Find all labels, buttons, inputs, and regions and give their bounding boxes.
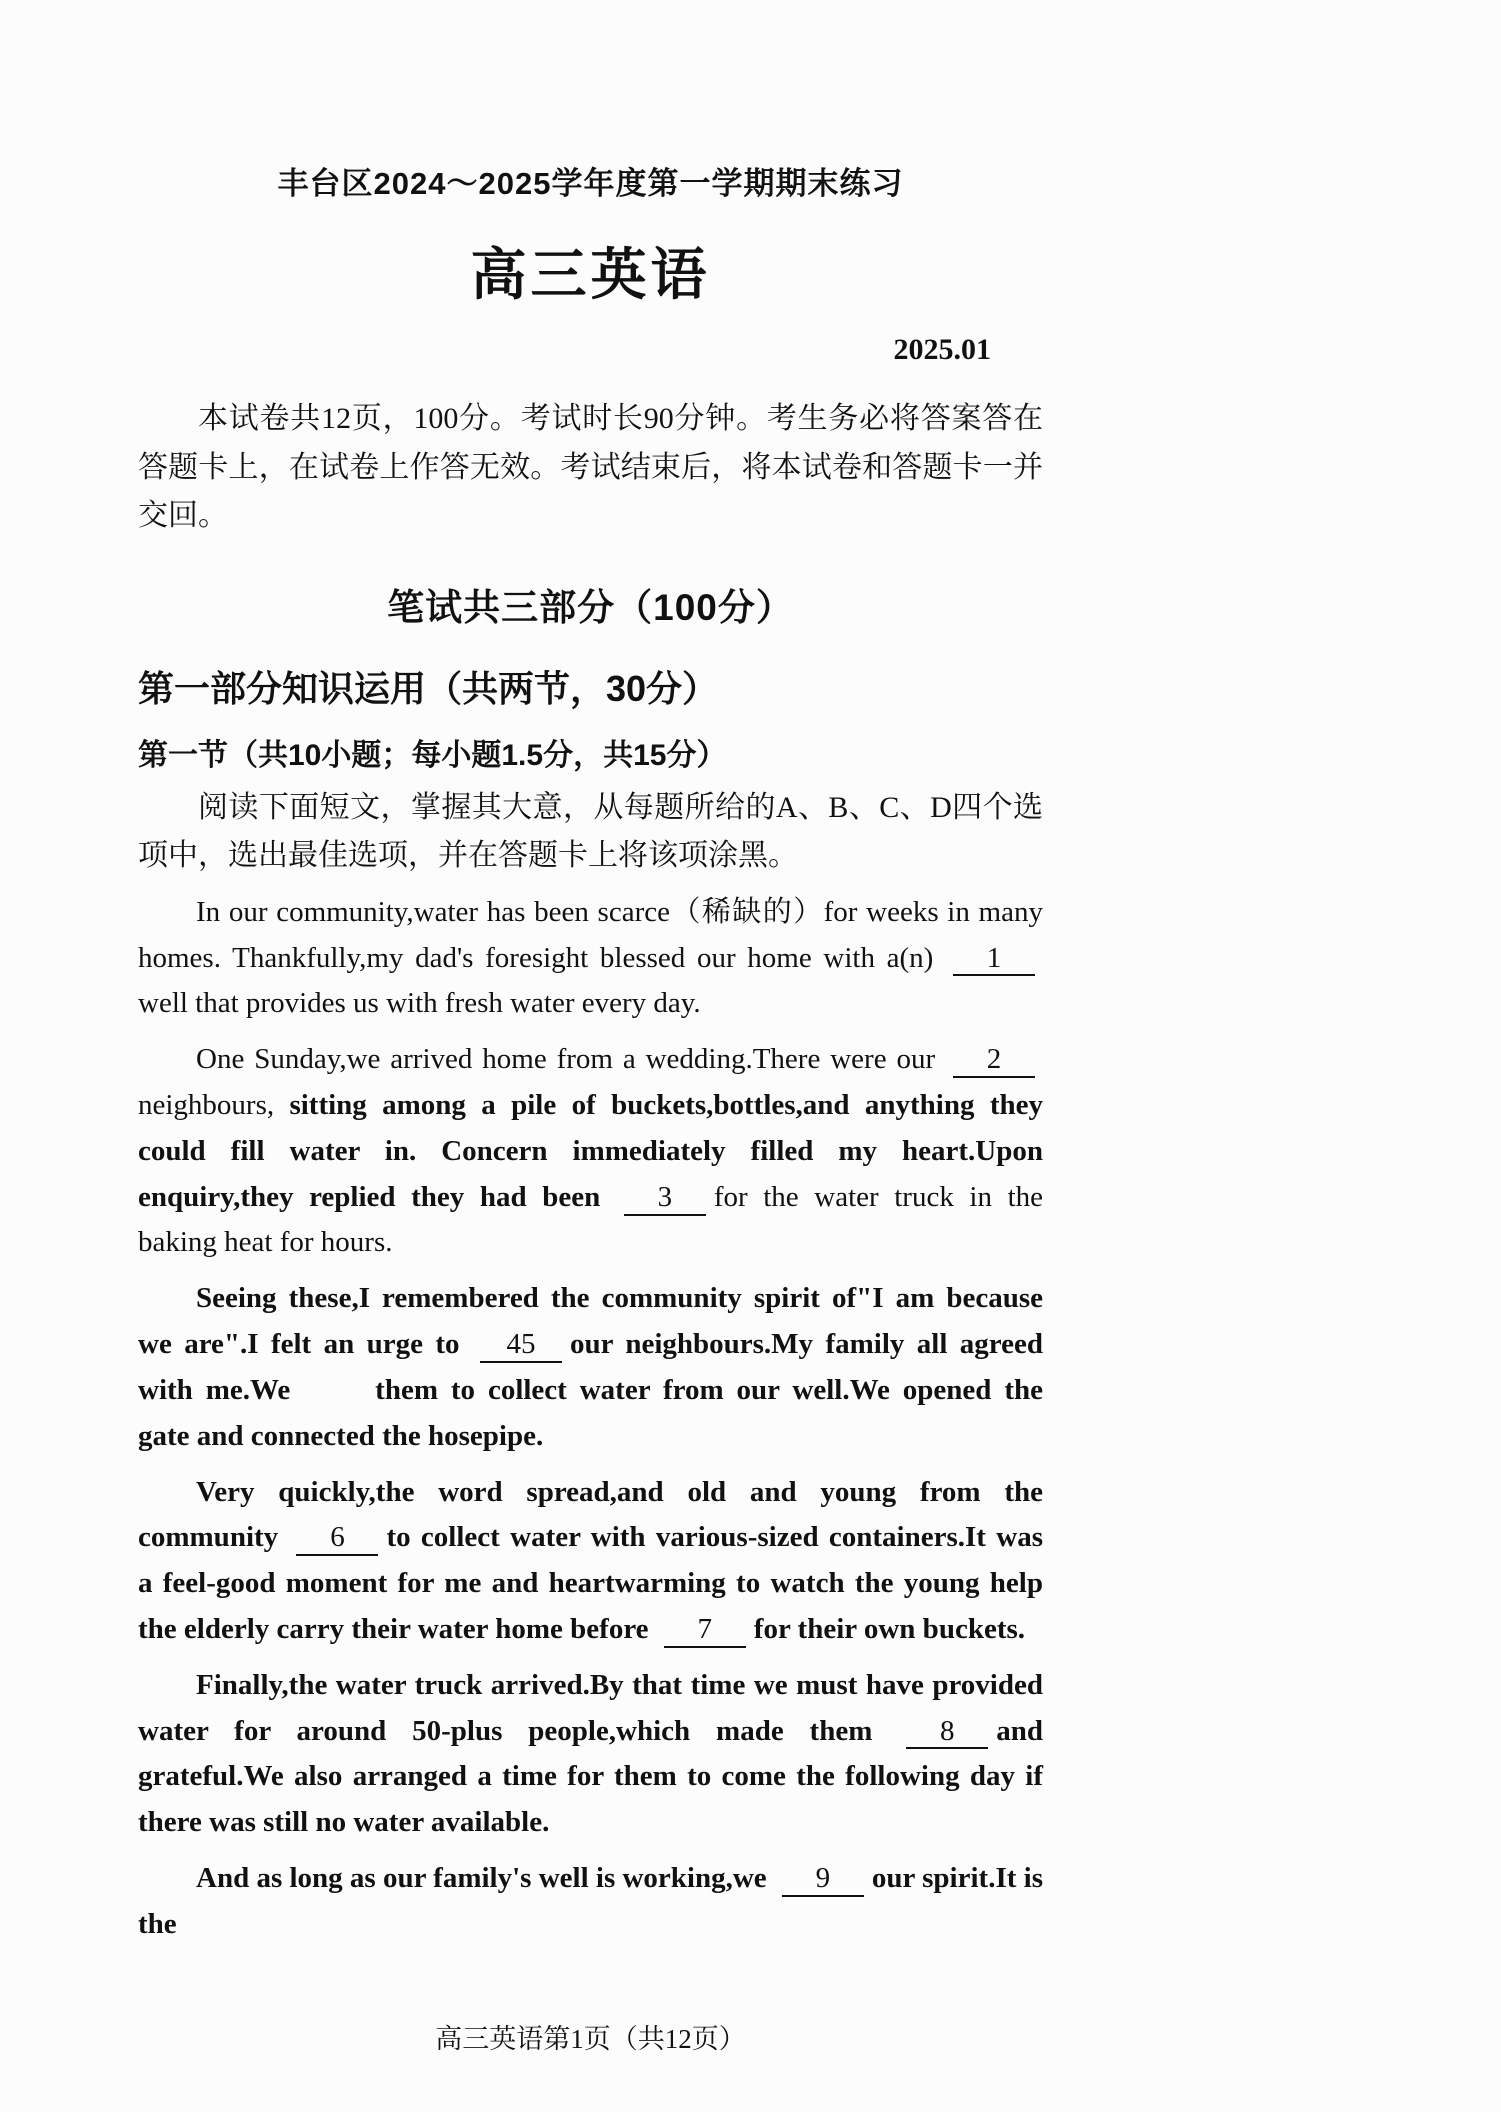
- page-title: 高三英语: [470, 243, 711, 306]
- cloze-text-segment: to collect water with various-sized containers.It was a feel-good moment for me and heartwarming to watch the young help the elderly carry their water home before: [138, 1521, 1043, 1645]
- cloze-paragraph: [138, 1663, 1043, 1846]
- cloze-blank-6: 6: [296, 1522, 378, 1556]
- cloze-paragraph: [138, 1276, 1043, 1459]
- cloze-blank-2: 2: [953, 1044, 1035, 1078]
- exam-notice: 本试卷共12页，100分。考试时长90分钟。考生务必将答案答在答题卡上，在试卷上作答无效。考试结束后，将本试卷和答题卡一并交回。: [138, 402, 1043, 533]
- cloze-blank-8: 8: [906, 1716, 988, 1750]
- cloze-text-segment: Seeing these,I remembered the community spirit of"I am because we are".I felt an urge to: [138, 1282, 1043, 1361]
- cloze-blank-9: 9: [782, 1863, 864, 1897]
- exam-page: [138, 158, 1043, 1948]
- cloze-text-segment: And as long as our family's well is working,we: [196, 1862, 774, 1895]
- cloze-blank-1: 1: [953, 943, 1035, 977]
- part1-section1-heading: 第一节（共10小题；每小题1.5分，共15分）: [138, 738, 727, 772]
- cloze-blank-45: 45: [480, 1329, 562, 1363]
- cloze-text-segment: Finally,the water truck arrived.By that time we must have provided water for around 50-plus people,which made them: [138, 1668, 1043, 1747]
- exam-date: 2025.01: [893, 333, 991, 366]
- cloze-passage: [138, 890, 1043, 1948]
- cloze-paragraph: [138, 890, 1043, 1027]
- cloze-text-segment: our spirit.It is the: [138, 1862, 1043, 1940]
- cloze-text-segment: for their own buckets.: [753, 1612, 1026, 1645]
- cloze-text-segment: In our community,water has been scarce（稀缺的）for weeks in many homes. Thankfully,my dad's foresight blessed our home with a(n): [138, 895, 1043, 974]
- cloze-text-segment: neighbours,: [138, 1089, 290, 1122]
- written-test-heading: 笔试共三部分（100分）: [387, 586, 794, 628]
- cloze-text-segment: sitting among a pile of buckets,bottles,and anything they could fill water in. Concern immediately filled my heart.Upon enquiry,they replied they had been: [138, 1089, 1043, 1213]
- page-footer: 高三英语第1页（共12页）: [435, 2024, 746, 2054]
- cloze-paragraph: [138, 1470, 1043, 1653]
- cloze-text-segment: Very quickly,the word spread,and old and young from the community: [138, 1475, 1043, 1554]
- cloze-paragraph: [138, 1856, 1043, 1948]
- cloze-text-segment: well that provides us with fresh water every day.: [138, 987, 701, 1020]
- cloze-text-segment: for the water truck in the baking heat for hours.: [138, 1180, 1043, 1259]
- cloze-paragraph: [138, 1037, 1043, 1266]
- part1-heading: 第一部分知识运用（共两节，30分）: [138, 667, 719, 709]
- cloze-instructions: 阅读下面短文，掌握其大意，从每题所给的A、B、C、D四个选项中，选出最佳选项，并在答题卡上将该项涂黑。: [138, 790, 1043, 872]
- cloze-text-segment: One Sunday,we arrived home from a wedding.There were our: [196, 1043, 945, 1076]
- cloze-text-segment: them to collect water from our well.We opened the gate and connected the hosepipe.: [138, 1373, 1043, 1452]
- exam-session-title: 丰台区2024～2025学年度第一学期期末练习: [277, 166, 904, 201]
- cloze-text-segment: and grateful.We also arranged a time for them to come the following day if there was still no water available.: [138, 1714, 1043, 1839]
- cloze-blank-7: 7: [664, 1614, 746, 1648]
- cloze-blank-3: 3: [624, 1182, 706, 1216]
- cloze-text-segment: our neighbours.My family all agreed with me.We: [138, 1328, 1043, 1406]
